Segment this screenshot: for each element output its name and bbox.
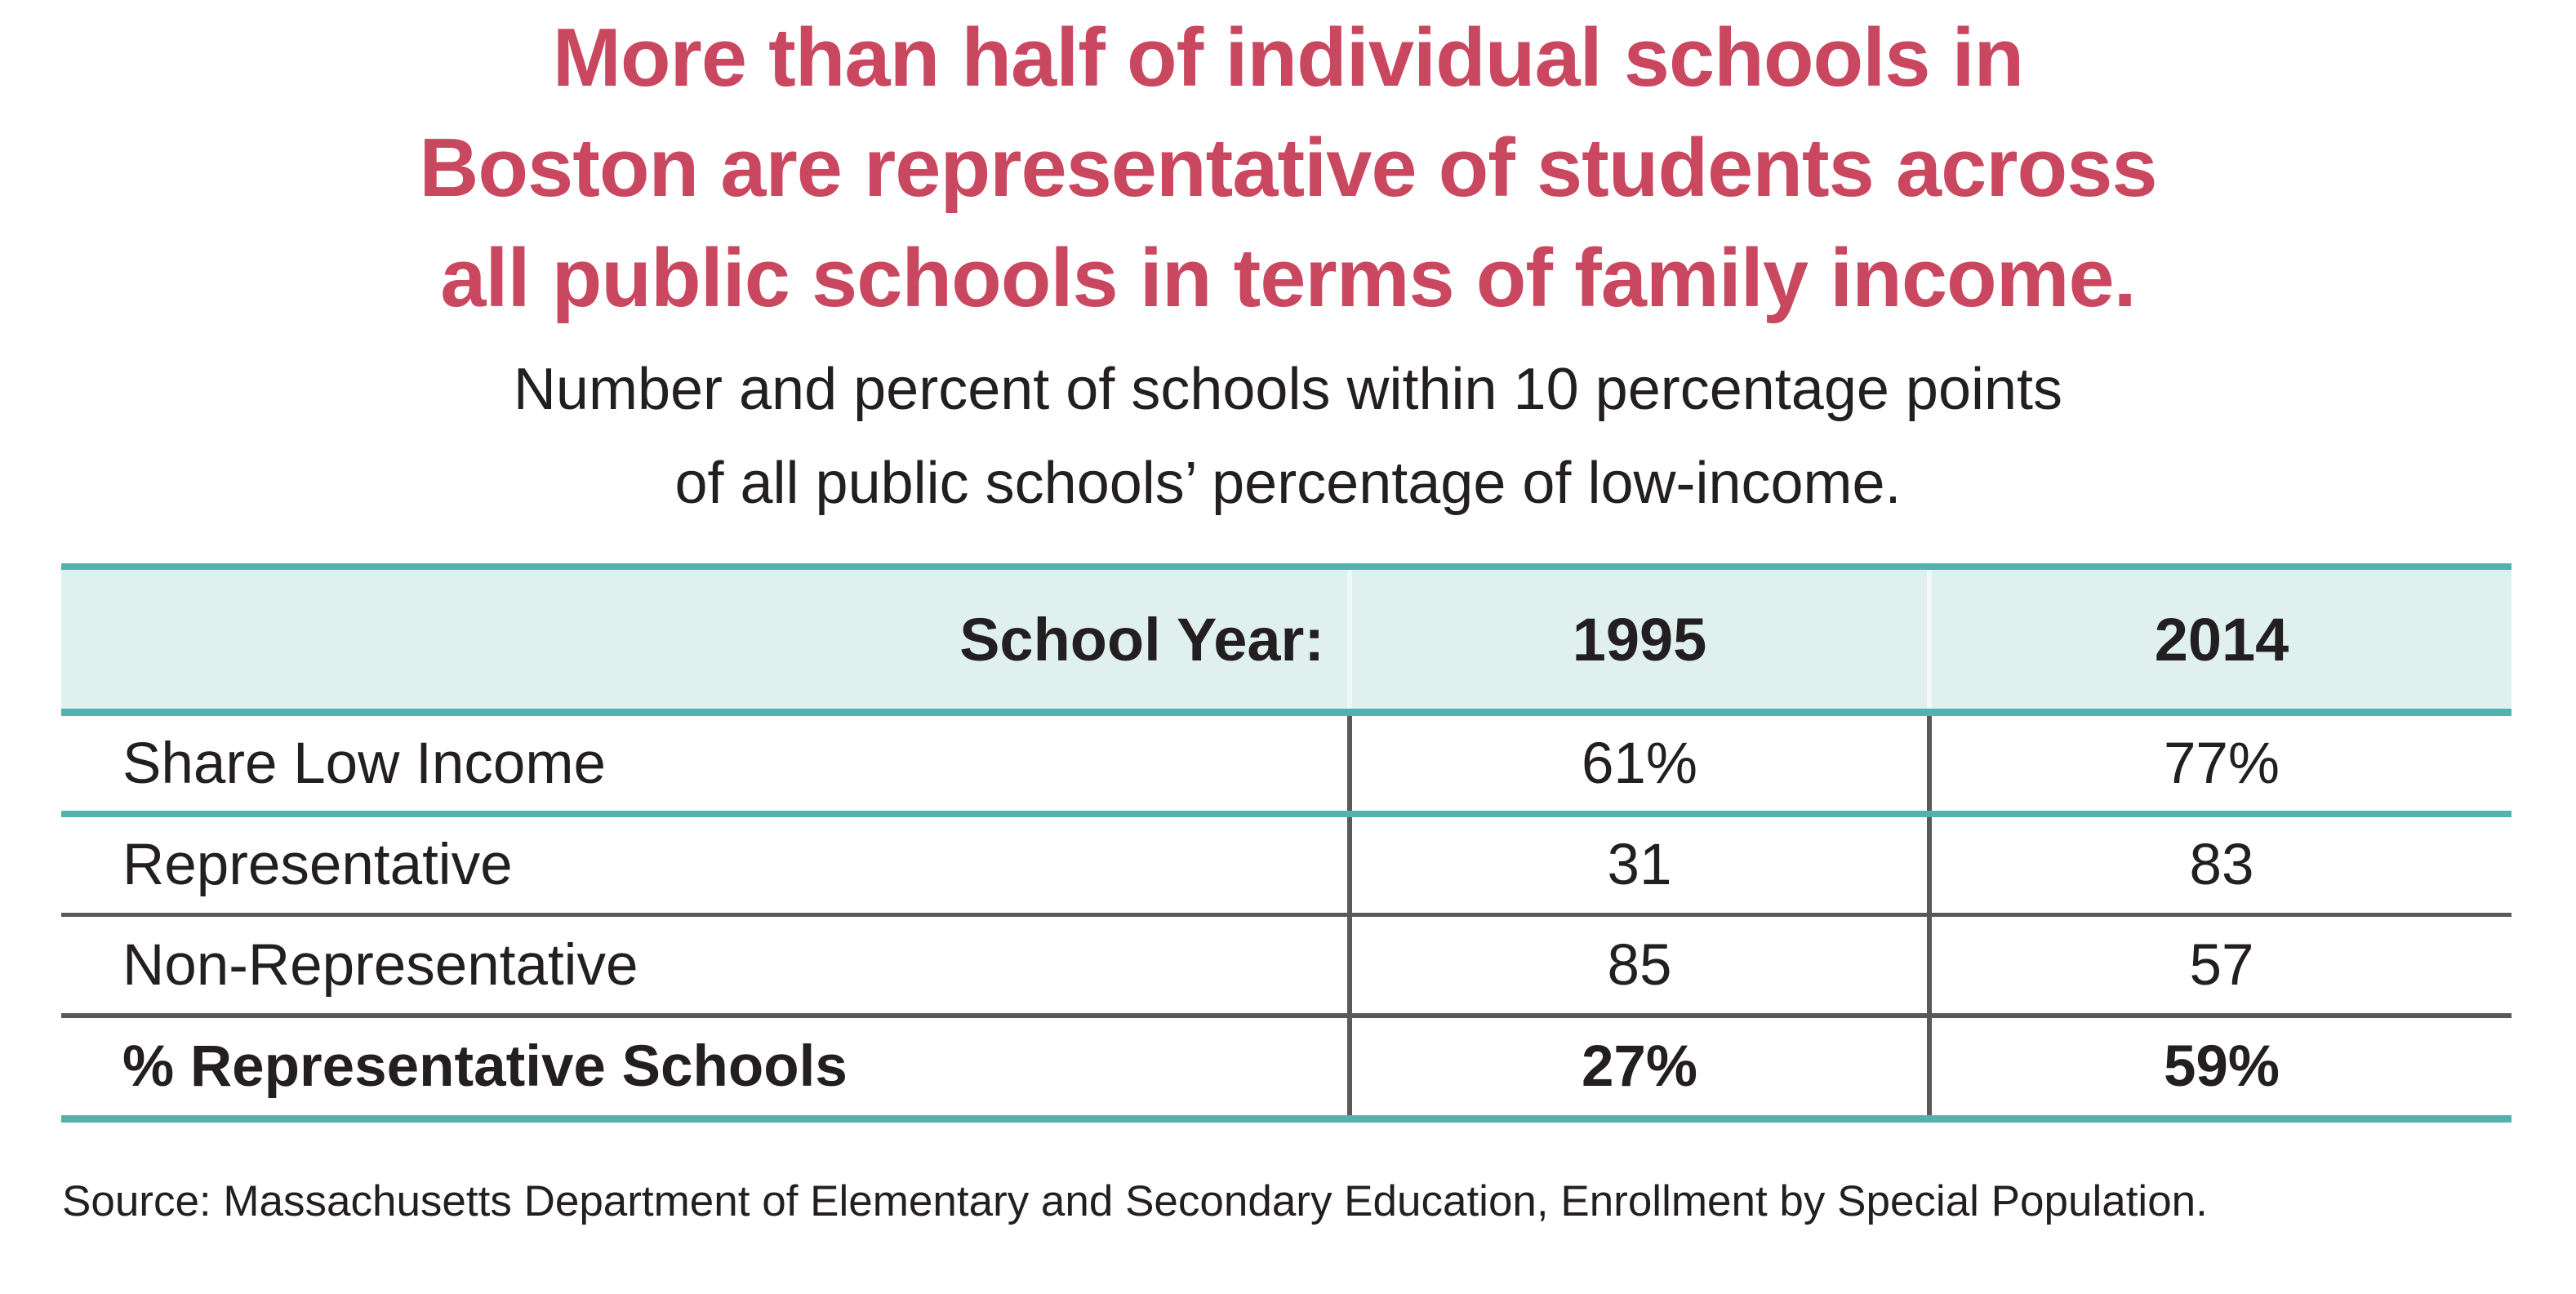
- value-2014: 77%: [2163, 731, 2280, 796]
- value-1995: 85: [1607, 932, 1672, 998]
- table-row-pct-representative-schools: [61, 1018, 2511, 1115]
- value-2014-cell: [1927, 1018, 2511, 1115]
- figure-subtitle: [0, 343, 2576, 531]
- figure-title: [0, 3, 2576, 334]
- header-year-1995: 1995: [1572, 605, 1707, 674]
- header-bottom-rule: [61, 709, 2511, 716]
- value-2014-cell: [1927, 917, 2511, 1013]
- title-line-3: all public schools in terms of family income.: [440, 233, 2136, 324]
- row-label-cell: [61, 716, 1347, 811]
- row-label: Representative: [122, 833, 513, 897]
- value-1995-cell: [1347, 1018, 1927, 1115]
- value-2014-cell: [1927, 817, 2511, 913]
- table-row-non-representative: [61, 917, 2511, 1013]
- row-divider-teal: [61, 811, 2511, 817]
- value-1995-cell: [1347, 817, 1927, 913]
- value-2014-cell: [1927, 716, 2511, 811]
- header-year-2014: 2014: [2154, 605, 2289, 674]
- row-label-cell: [61, 917, 1347, 1013]
- row-label: % Representative Schools: [122, 1034, 848, 1099]
- value-1995-cell: [1347, 917, 1927, 1013]
- value-1995-cell: [1347, 716, 1927, 811]
- header-label-cell: [61, 570, 1347, 709]
- row-label-cell: [61, 1018, 1347, 1115]
- value-2014: 83: [2189, 833, 2254, 897]
- value-1995: 31: [1607, 833, 1672, 897]
- title-line-2: Boston are representative of students across: [419, 122, 2157, 214]
- title-line-1: More than half of individual schools in: [552, 12, 2024, 104]
- value-1995: 27%: [1581, 1034, 1698, 1099]
- table-row-share-low-income: [61, 716, 2511, 811]
- row-label-cell: [61, 817, 1347, 913]
- row-label: Share Low Income: [122, 731, 606, 796]
- source-note: Source: Massachusetts Department of Elementary and Secondary Education, Enrollment by Special Population.: [62, 1177, 2208, 1225]
- header-year-2014-cell: [1927, 570, 2511, 709]
- table-header-row: [61, 570, 2511, 709]
- subtitle-line-1: Number and percent of schools within 10 percentage points: [513, 357, 2063, 422]
- header-label: School Year:: [959, 605, 1324, 674]
- row-label: Non-Representative: [122, 932, 638, 998]
- table-top-rule: [61, 563, 2511, 570]
- value-1995: 61%: [1581, 731, 1698, 796]
- table-bottom-rule: [61, 1115, 2511, 1123]
- header-year-1995-cell: [1347, 570, 1927, 709]
- value-2014: 57: [2189, 932, 2254, 998]
- table-row-representative: [61, 817, 2511, 913]
- data-table: [61, 563, 2511, 1123]
- subtitle-line-2: of all public schools’ percentage of low-income.: [674, 451, 1902, 516]
- value-2014: 59%: [2163, 1034, 2280, 1099]
